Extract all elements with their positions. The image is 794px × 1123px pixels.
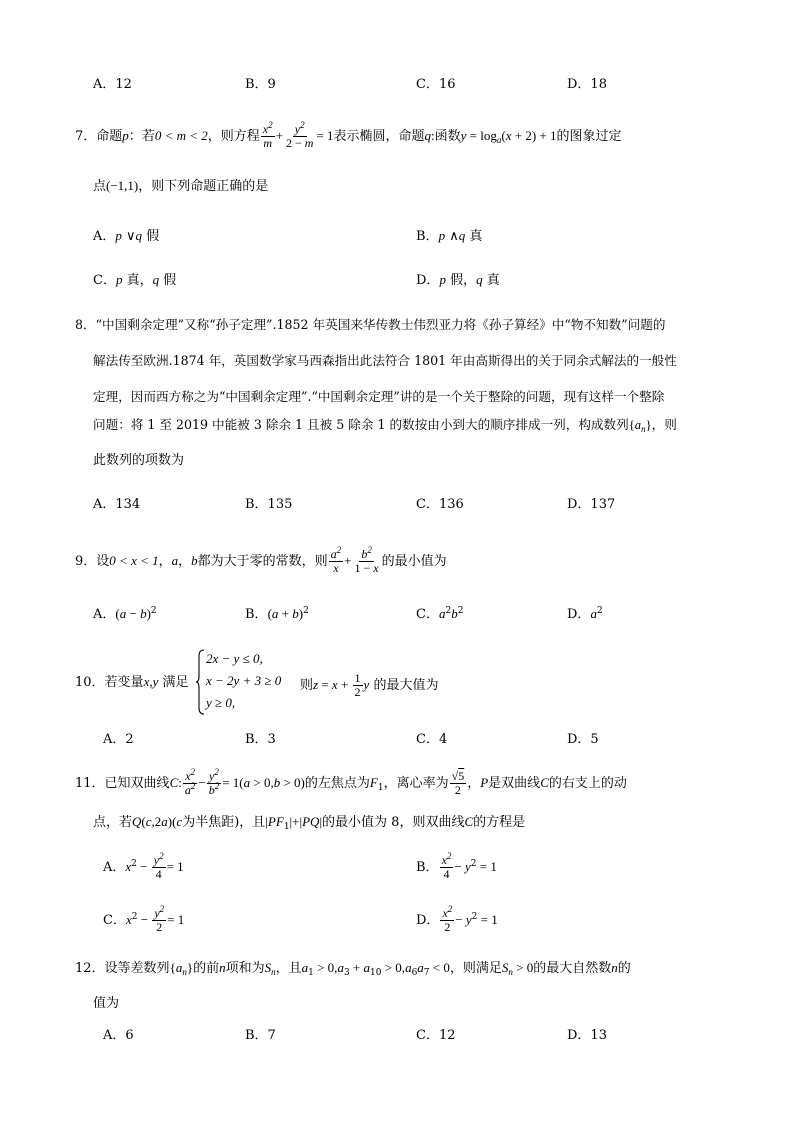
- q7-option-c: C．p 真，q 假: [93, 272, 177, 288]
- q8-line-4: 问题：将 1 至 2019 中能被 3 除余 1 且被 5 除余 1 的数按由小到大的顺序排成一列，构成数列$\{a_n\}$，则: [93, 417, 677, 434]
- q9-option-d: D．$a^2$: [567, 606, 603, 622]
- q10-option-b: B．3: [245, 732, 276, 747]
- q8-option-b: B．135: [245, 497, 293, 512]
- q12-option-a: A．6: [103, 1028, 134, 1043]
- q8-line-5: 此数列的项数为: [93, 453, 185, 468]
- q6-option-c: C．16: [416, 77, 456, 92]
- q7-point: (−1,1): [106, 178, 139, 193]
- q7-q-symbol: q: [424, 128, 431, 143]
- q7-p-symbol: p: [122, 128, 129, 143]
- q9-options: [0, 604, 794, 624]
- q8-options: [0, 495, 794, 515]
- q10-constraint-1: 2x − y ≤ 0,: [206, 651, 263, 666]
- q10-constraint-system: [196, 648, 306, 716]
- q6-option-b: B．9: [245, 77, 276, 92]
- q11-option-b: B． $\frac{x^2}{4}$ − $y^2 = 1$: [416, 851, 497, 881]
- q11-options-cd: [0, 904, 794, 934]
- q7-line-1: 7．命题p：若0 < m < 2，则方程 $\frac{x^2}{m}$ + $\frac{y^2}{2 - m}$ = 1表示椭圆，命题q:函数$y = \log_a(x + 2) + 1$的图象过定: [75, 120, 622, 150]
- q8-line-3: 定理，因而西方称之为“中国剩余定理”.“中国剩余定理”讲的是一个关于整除的问题，现有这样一个整除: [93, 389, 665, 404]
- q7-line-2: [93, 176, 268, 197]
- q7-text: 命题: [96, 129, 123, 144]
- q12-option-c: C．12: [416, 1028, 456, 1043]
- q11-option-c: C．$x^2$ − $\frac{y^2}{2}$ = 1: [103, 904, 185, 934]
- q8-line-2: 解法传至欧洲.1874 年，英国数学家马西森指出此法符合 1801 年由高斯得出的关于同余式解法的一般性: [93, 353, 677, 368]
- q7-number: 7．: [75, 129, 97, 144]
- q10-option-d: D．5: [567, 732, 599, 747]
- q7-function: $y = \log_a(x + 2) + 1$: [460, 128, 557, 145]
- q10-option-c: C．4: [416, 732, 448, 747]
- q7-fraction-x: $\frac{x^2}{m}$: [262, 120, 273, 150]
- q11-fraction-sqrt5: $\frac{√5}{2}$: [451, 769, 465, 797]
- q11-fraction-y: $\frac{y^2}{b^2}$: [208, 767, 220, 797]
- q8-option-c: C．136: [416, 497, 464, 512]
- q12-line-2: 值为: [93, 996, 120, 1011]
- q10-option-a: A．2: [103, 732, 134, 747]
- q10-constraint-2: x − 2y + 3 ≥ 0: [206, 673, 282, 688]
- brace-icon: [196, 648, 206, 716]
- q7-text: 函数: [434, 129, 461, 144]
- q11-line-1: 11．已知双曲线C: $\frac{x^2}{a^2}$ − $\frac{y^2}{b^2}$ = 1(a > 0,b > 0)的左焦点为$F_1$，离心率为 $\frac{√5}{2}$ ，P是双曲线C的右支上的动: [75, 767, 627, 797]
- q12-option-d: D．13: [567, 1028, 607, 1043]
- q10-line-1: 10．若变量x,y 满足: [75, 674, 189, 690]
- q12-line-1: 12．设等差数列$\{a_n\}$的前n项和为$S_n$，且$a_1 > 0,a_3 + a_{10} > 0,a_6a_7 < 0$，则满足$S_n > 0$的最大自然数n的: [75, 960, 631, 978]
- q9-fraction-a: $\frac{a^2}{x}$: [330, 545, 342, 575]
- q7-options-cd: [0, 270, 794, 290]
- q8-line-1: 8．“中国剩余定理”又称“孙子定理”.1852 年英国来华传教士伟烈亚力将《孙子算经》中“物不知数”问题的: [75, 317, 666, 332]
- q9-fraction-b: $\frac{b^2}{1 - x}$: [354, 545, 379, 575]
- q10-constraint-3: y ≥ 0,: [206, 695, 236, 710]
- q8-option-a: A．134: [93, 497, 141, 512]
- q11-line-2: 点，若Q(c,2a)(c为半焦距)，且$|PF_1|+|PQ|$的最小值为 8，则双曲线C的方程是: [93, 814, 526, 832]
- q7-text: 表示椭圆，命题: [333, 129, 425, 144]
- q11-option-a: A．$x^2$ − $\frac{y^2}{4}$ = 1: [103, 851, 184, 881]
- q7-text: 的图象过定: [556, 129, 622, 144]
- q6-option-d: D．18: [567, 77, 607, 92]
- q12-options: [0, 1026, 794, 1046]
- q9-line-1: 9．设0 < x < 1，a，b都为大于零的常数，则 $\frac{a^2}{x}$ + $\frac{b^2}{1 - x}$ 的最小值为: [75, 545, 447, 575]
- q7-option-a: A．p ∨q 假: [93, 228, 160, 244]
- q10-fraction-half: $\frac{1}{2}$: [354, 671, 361, 699]
- q7-text: 点: [93, 179, 107, 194]
- q7-text: ：若: [128, 129, 155, 144]
- q7-condition: 0 < m < 2: [154, 128, 208, 143]
- q8-option-d: D．137: [567, 497, 616, 512]
- q9-option-b: B．$(a + b)^2$: [245, 606, 309, 622]
- q10-options: [0, 730, 794, 750]
- q12-option-b: B．7: [245, 1028, 276, 1043]
- q7-options-ab: [0, 226, 794, 246]
- q7-text: ，则下列命题正确的是: [138, 179, 269, 194]
- q9-condition: 0 < x < 1: [109, 553, 159, 568]
- q10-line-1-tail: 则z = x + $\frac{1}{2}$ y 的最大值为: [300, 671, 439, 699]
- q11-option-d: D． $\frac{x^2}{2}$ − $y^2 = 1$: [416, 904, 498, 934]
- q11-options-ab: [0, 851, 794, 881]
- q9-option-c: C．$a^2b^2$: [416, 606, 464, 622]
- q7-fraction-y: $\frac{y^2}{2 - m}$: [285, 120, 314, 150]
- q9-option-a: A．$(a - b)^2$: [93, 606, 157, 622]
- q11-fraction-x: $\frac{x^2}{a^2}$: [184, 767, 196, 797]
- q7-option-b: B．p ∧q 真: [416, 228, 483, 244]
- q7-text: ，则方程: [207, 129, 260, 144]
- q6-option-a: A．12: [93, 77, 132, 92]
- q7-option-d: D．p 假，q 真: [416, 272, 500, 288]
- q6-options: [0, 75, 794, 95]
